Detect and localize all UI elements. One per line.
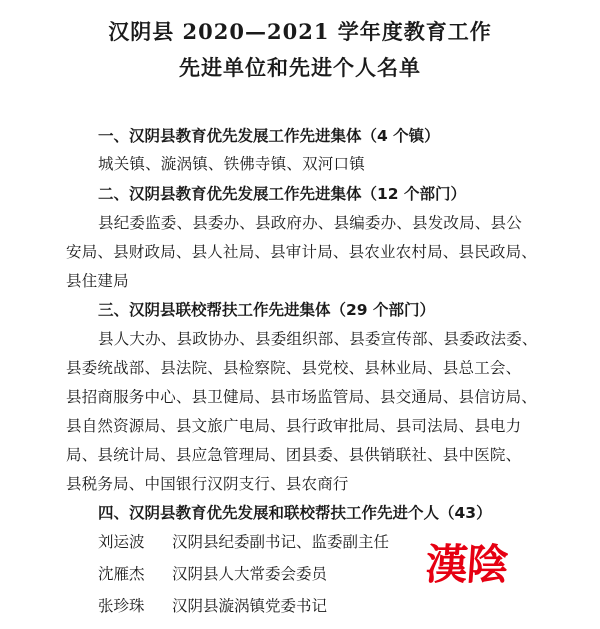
- watermark-logo: 漢陰: [424, 540, 510, 589]
- section-3-line: 县委统战部、县法院、县检察院、县党校、县林业局、县总工会、: [66, 359, 522, 377]
- section-3-line: 县自然资源局、县文旅广电局、县行政审批局、县司法局、县电力: [66, 417, 522, 435]
- person-name: 沈雁杰: [98, 565, 145, 583]
- person-name: 刘运波: [98, 533, 145, 551]
- section-2-line: 县住建局: [66, 272, 129, 290]
- section-3-heading: 三、汉阴县联校帮扶工作先进集体（29 个部门）: [98, 301, 435, 319]
- person-title: 汉阴县漩涡镇党委书记: [172, 597, 328, 615]
- section-1-line: 城关镇、漩涡镇、铁佛寺镇、双河口镇: [98, 155, 365, 173]
- section-1-heading: 一、汉阴县教育优先发展工作先进集体（4 个镇）: [98, 127, 440, 145]
- person-title: 汉阴县纪委副书记、监委副主任: [172, 533, 390, 551]
- section-3-line: 局、县统计局、县应急管理局、团县委、县供销联社、县中医院、: [66, 446, 522, 464]
- section-3-line: 县招商服务中心、县卫健局、县市场监管局、县交通局、县信访局、: [66, 388, 538, 406]
- section-2-heading: 二、汉阴县教育优先发展工作先进集体（12 个部门）: [98, 185, 466, 203]
- section-3-line: 县税务局、中国银行汉阴支行、县农商行: [66, 475, 349, 493]
- section-2-line: 县纪委监委、县委办、县政府办、县编委办、县发改局、县公: [98, 214, 522, 232]
- section-3-line: 县人大办、县政协办、县委组织部、县委宣传部、县委政法委、: [98, 330, 538, 348]
- section-2-line: 安局、县财政局、县人社局、县审计局、县农业农村局、县民政局、: [66, 243, 538, 261]
- document-title-line-1: 汉阴县 2020—2021 学年度教育工作: [108, 19, 492, 44]
- person-title: 汉阴县人大常委会委员: [172, 565, 328, 583]
- person-name: 张珍珠: [98, 597, 145, 615]
- document-title-line-2: 先进单位和先进个人名单: [179, 55, 421, 80]
- section-4-heading: 四、汉阴县教育优先发展和联校帮扶工作先进个人（43）: [98, 504, 492, 522]
